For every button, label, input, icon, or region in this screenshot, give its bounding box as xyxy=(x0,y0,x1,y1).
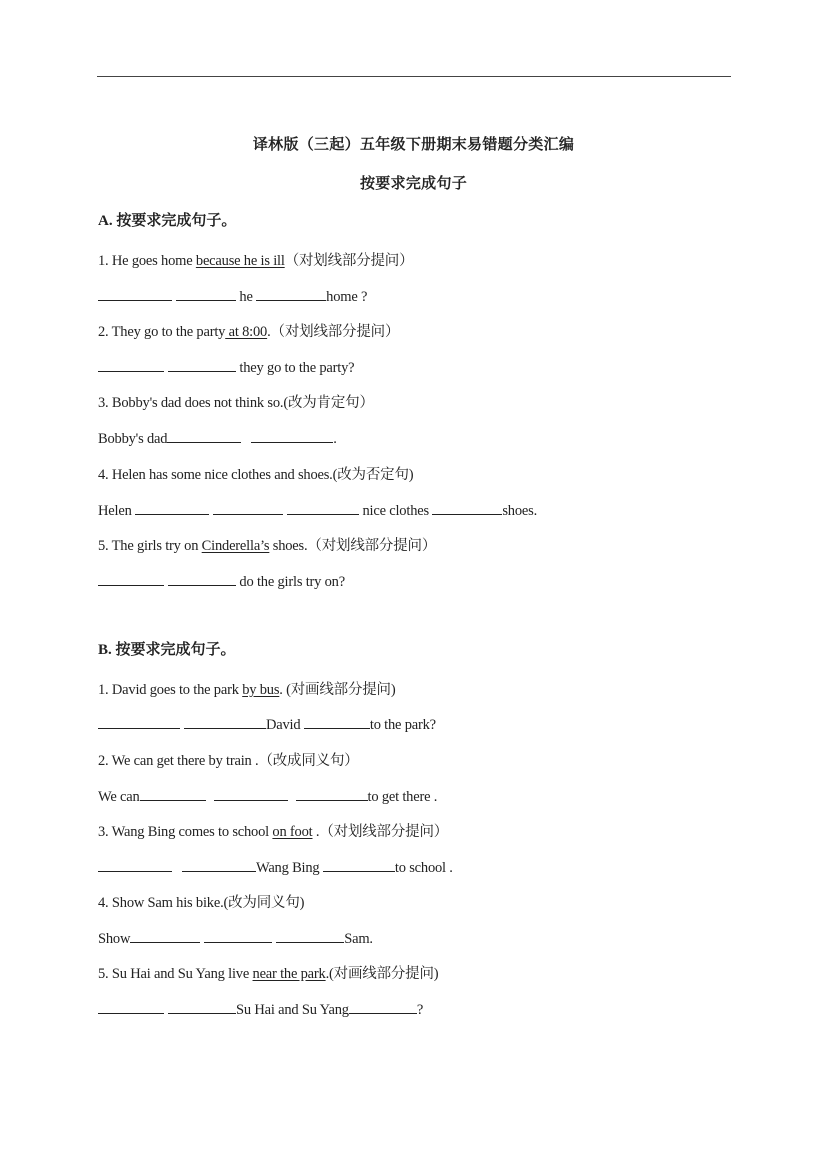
answer-blank[interactable] xyxy=(98,286,172,301)
instruction: shoes.（对划线部分提问） xyxy=(269,538,437,554)
answer-blank[interactable] xyxy=(304,714,370,729)
answer-text: Su Hai and Su Yang xyxy=(236,1002,349,1018)
answer-blank[interactable] xyxy=(213,500,283,515)
answer-text: Helen xyxy=(98,503,136,519)
question-b3 xyxy=(98,820,448,841)
answer-blank[interactable] xyxy=(168,571,236,586)
answer-text: home ? xyxy=(326,289,368,305)
answer-blank[interactable] xyxy=(296,786,368,801)
question-text: 5. Su Hai and Su Yang live xyxy=(98,966,253,982)
instruction: （对划线部分提问） xyxy=(284,253,414,269)
answer-blank[interactable] xyxy=(168,357,236,372)
answer-blank[interactable] xyxy=(287,500,359,515)
underlined-part: on foot xyxy=(272,824,313,840)
answer-text: he xyxy=(236,289,257,305)
answer-a5 xyxy=(98,571,345,591)
question-b1 xyxy=(98,678,396,699)
answer-blank[interactable] xyxy=(167,428,241,443)
answer-a4 xyxy=(98,500,537,520)
question-a5 xyxy=(98,534,436,555)
answer-text: We can xyxy=(98,789,140,805)
answer-blank[interactable] xyxy=(98,999,164,1014)
answer-text: . xyxy=(333,431,337,447)
answer-blank[interactable] xyxy=(135,500,209,515)
header-rule xyxy=(97,76,731,77)
answer-text: Bobby's dad xyxy=(98,431,168,447)
answer-blank[interactable] xyxy=(98,357,164,372)
answer-blank[interactable] xyxy=(323,857,395,872)
answer-a3 xyxy=(98,428,337,448)
answer-b5 xyxy=(98,999,423,1019)
answer-blank[interactable] xyxy=(214,786,288,801)
answer-text: ? xyxy=(416,1002,424,1018)
question-b4: 4. Show Sam his bike.(改为同义句) xyxy=(98,895,305,911)
answer-blank[interactable] xyxy=(182,857,256,872)
answer-a2 xyxy=(98,357,354,377)
instruction: .(对画线部分提问) xyxy=(325,966,439,982)
answer-blank[interactable] xyxy=(256,286,326,301)
answer-blank[interactable] xyxy=(251,428,333,443)
answer-blank[interactable] xyxy=(204,928,272,943)
answer-blank[interactable] xyxy=(140,786,206,801)
answer-text: do the girls try on? xyxy=(236,574,345,590)
answer-text: Sam. xyxy=(344,931,373,947)
instruction: .（对划线部分提问） xyxy=(312,824,449,840)
answer-b1 xyxy=(98,714,436,734)
answer-text: to get there . xyxy=(367,789,438,805)
answer-text: David xyxy=(266,717,304,733)
answer-blank[interactable] xyxy=(130,928,200,943)
answer-text: to the park? xyxy=(369,717,436,733)
underlined-part: near the park xyxy=(252,966,326,982)
answer-blank[interactable] xyxy=(184,714,266,729)
instruction: . (对画线部分提问) xyxy=(279,682,396,698)
instruction: .（对划线部分提问） xyxy=(267,324,400,340)
underlined-part: at 8:00 xyxy=(225,324,268,340)
answer-text: to school . xyxy=(394,860,453,876)
answer-blank[interactable] xyxy=(98,714,180,729)
question-b5 xyxy=(98,962,438,983)
document-title: 译林版（三起）五年级下册期末易错题分类汇编 xyxy=(252,137,575,153)
question-a2 xyxy=(98,320,399,341)
section-b-heading: B. 按要求完成句子。 xyxy=(98,642,236,658)
underlined-part: because he is ill xyxy=(195,253,285,269)
question-text: 1. He goes home xyxy=(98,253,196,269)
document-subtitle: 按要求完成句子 xyxy=(359,176,468,192)
answer-blank[interactable] xyxy=(349,999,417,1014)
underlined-part: by bus xyxy=(242,682,280,698)
answer-text: they go to the party? xyxy=(236,360,355,376)
question-a3: 3. Bobby's dad does not think so.(改为肯定句） xyxy=(98,395,374,411)
answer-blank[interactable] xyxy=(176,286,236,301)
answer-text: nice clothes xyxy=(359,503,433,519)
answer-b2 xyxy=(98,786,437,806)
answer-a1 xyxy=(98,286,367,306)
question-a1 xyxy=(98,249,413,270)
answer-blank[interactable] xyxy=(98,857,172,872)
question-text: 3. Wang Bing comes to school xyxy=(98,824,273,840)
answer-blank[interactable] xyxy=(168,999,236,1014)
question-text: 1. David goes to the park xyxy=(98,682,243,698)
section-a-heading: A. 按要求完成句子。 xyxy=(98,213,237,229)
question-a4: 4. Helen has some nice clothes and shoes.(改为否定句) xyxy=(98,467,414,483)
question-text: 2. They go to the party xyxy=(98,324,226,340)
answer-b3 xyxy=(98,857,453,877)
answer-text: shoes. xyxy=(502,503,537,519)
answer-b4 xyxy=(98,928,373,948)
answer-text: Wang Bing xyxy=(256,860,323,876)
answer-text: Show xyxy=(98,931,131,947)
answer-blank[interactable] xyxy=(432,500,502,515)
question-b2: 2. We can get there by train .（改成同义句） xyxy=(98,753,359,769)
answer-blank[interactable] xyxy=(98,571,164,586)
question-text: 5. The girls try on xyxy=(98,538,202,554)
answer-blank[interactable] xyxy=(276,928,344,943)
underlined-part: Cinderella’s xyxy=(201,538,270,554)
